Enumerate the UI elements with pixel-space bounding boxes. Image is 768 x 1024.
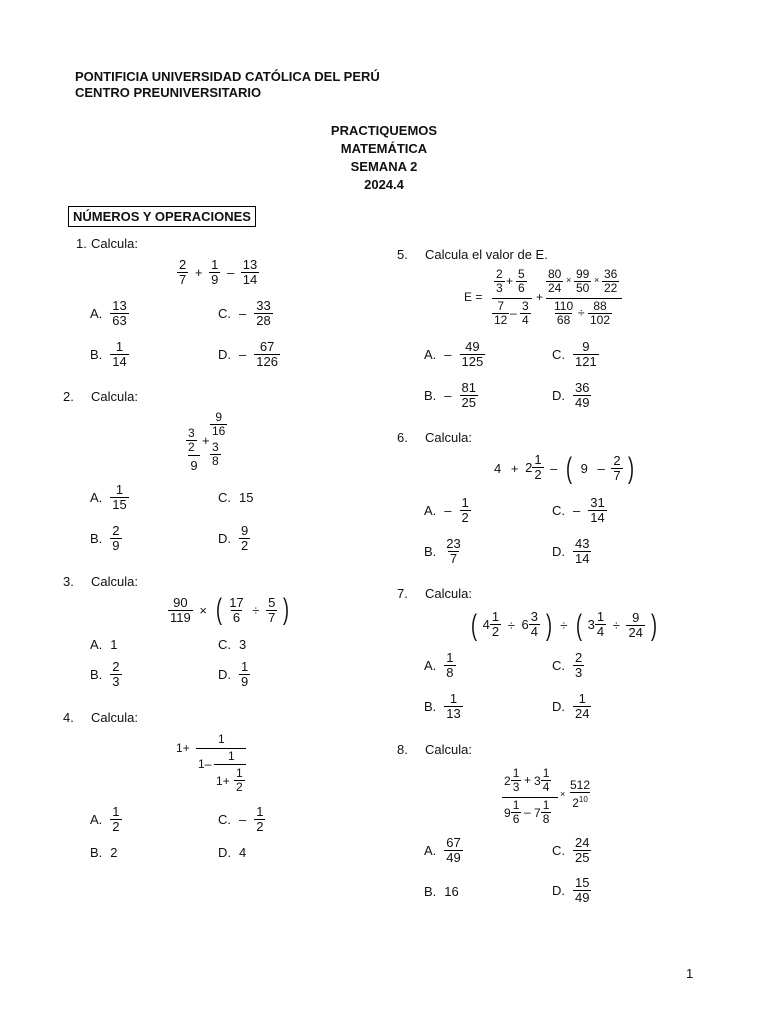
q7-option-b — [424, 692, 463, 721]
q6-two: 2 — [525, 460, 533, 475]
option-num: 1 — [241, 659, 249, 674]
q5-div: ÷ — [578, 306, 585, 320]
option-den: 49 — [575, 395, 590, 410]
q4-option-c — [218, 805, 265, 834]
q4-number: 4. — [63, 710, 74, 725]
q3-f-num: 90 — [173, 594, 188, 610]
q5-n-f: 3 — [522, 299, 529, 313]
q2-op: + — [202, 433, 210, 448]
q2-number: 2. — [63, 389, 74, 404]
option-den: 2 — [256, 819, 264, 834]
option-letter: A. — [90, 812, 103, 827]
q5-times-1: × — [566, 275, 572, 285]
q3-op: ÷ — [252, 602, 260, 618]
q4-option-b — [90, 845, 118, 860]
q4-minus: – — [204, 757, 212, 771]
option-letter: C. — [552, 843, 565, 858]
option-den: 13 — [446, 706, 461, 721]
option-den: 7 — [449, 551, 458, 566]
q7-d4: 24 — [628, 625, 643, 641]
doc-title-4: 2024.4 — [364, 177, 404, 192]
q3-b-num: 5 — [268, 594, 276, 610]
q1-frac-b-den: 9 — [211, 272, 219, 287]
q5-n-e: 7 — [497, 299, 505, 313]
option-letter: D. — [218, 667, 231, 682]
q1-option-d — [218, 340, 280, 369]
q8-two: 2 — [504, 773, 511, 788]
q7-n4: 9 — [632, 610, 640, 626]
option-den: 49 — [575, 890, 590, 905]
option-letter: B. — [424, 699, 437, 714]
option-den: 3 — [112, 674, 120, 689]
university-name: PONTIFICIA UNIVERSIDAD CATÓLICA DEL PERÚ — [75, 69, 380, 84]
q6-d: 2 — [534, 467, 542, 482]
option-den: 14 — [575, 551, 590, 566]
option-letter: C. — [552, 658, 565, 673]
option-letter: C. — [552, 347, 565, 362]
option-letter: C. — [552, 503, 565, 518]
q8-exp: 10 — [578, 795, 588, 804]
q7-option-d — [552, 692, 591, 721]
q3-option-b — [90, 660, 122, 689]
option-num: 1 — [112, 804, 120, 819]
q4-plus-a: + — [182, 741, 190, 755]
page-number: 1 — [686, 966, 694, 981]
option-num: 1 — [461, 495, 469, 510]
q4-one-c: 1 — [198, 757, 205, 771]
q2-n1: 3 — [188, 426, 195, 440]
q7-six: 6 — [521, 617, 529, 632]
q8-option-b — [424, 884, 459, 899]
doc-title-1: PRACTIQUEMOS — [330, 123, 438, 138]
q3-option-d — [218, 660, 250, 689]
q5-number: 5. — [397, 247, 408, 262]
option-den: 14 — [112, 354, 127, 369]
q3-number: 3. — [63, 574, 74, 589]
option-letter: A. — [90, 637, 103, 652]
q5-minus: – — [510, 306, 517, 320]
q8-base: 2 — [572, 796, 579, 810]
q8-minus: – — [524, 805, 531, 819]
option-value: 15 — [239, 490, 254, 505]
q5-option-d — [552, 381, 591, 410]
option-num: 1 — [449, 691, 458, 706]
q7-prompt: Calcula: — [425, 586, 472, 601]
q1-frac-b-num: 1 — [211, 257, 219, 272]
q2-n2: 3 — [212, 440, 219, 454]
option-den: 126 — [256, 354, 278, 369]
option-value: 1 — [110, 637, 118, 652]
q1-option-a — [90, 299, 129, 328]
q4-one-a: 1 — [176, 741, 183, 755]
option-letter: D. — [552, 883, 565, 898]
q7-n3: 1 — [596, 609, 605, 624]
option-letter: D. — [552, 388, 565, 403]
q1-prompt: Calcula: — [91, 236, 138, 251]
q8-n2: 1 — [542, 766, 550, 780]
q2-prompt: Calcula: — [91, 389, 138, 404]
q5-expression — [464, 268, 634, 334]
q8-times: × — [560, 789, 566, 799]
q7-number: 7. — [397, 586, 408, 601]
option-num: 2 — [112, 659, 120, 674]
q4-one-d: 1 — [228, 749, 235, 763]
q5-m-i: 88 — [593, 299, 607, 313]
q6-minus: – — [550, 461, 558, 477]
option-letter: D. — [218, 845, 231, 860]
option-sign: – — [444, 388, 452, 403]
q3-a-num: 17 — [229, 594, 244, 610]
q2-top-num: 9 — [215, 410, 223, 424]
option-letter: D. — [218, 347, 231, 362]
option-num: 36 — [575, 380, 590, 395]
q6-option-c — [552, 496, 607, 525]
q8-d4: 8 — [542, 812, 550, 826]
q5-lhs: E = — [464, 290, 483, 304]
option-num: 1 — [115, 339, 124, 354]
option-num: 1 — [578, 691, 586, 706]
q2-option-c — [218, 490, 253, 505]
q4-one-f: 1 — [236, 766, 243, 780]
option-letter: A. — [424, 347, 437, 362]
option-letter: B. — [90, 667, 103, 682]
q2-option-b — [90, 524, 122, 553]
option-letter: C. — [218, 637, 231, 652]
q1-frac-a-den: 7 — [179, 272, 187, 287]
q2-top-den: 16 — [212, 424, 226, 438]
option-num: 9 — [582, 339, 590, 354]
option-num: 1 — [115, 482, 124, 497]
q8-option-d — [552, 876, 591, 905]
q1-option-b — [90, 340, 129, 369]
option-num: 1 — [446, 650, 454, 665]
q1-frac-c-num: 13 — [242, 257, 258, 272]
option-den: 9 — [241, 674, 249, 689]
option-letter: C. — [218, 812, 231, 827]
q2-expression — [186, 411, 246, 477]
q7-expression: ( 4 $\frac{1}{2}$ ÷ 6 $\frac{3}{4}$ ) ÷ ( 3 $\frac{1}{4}$ ÷ $\frac{9}{24}$ ) — [471, 608, 657, 642]
q5-prompt: Calcula el valor de E. — [425, 247, 548, 262]
option-letter: D. — [218, 531, 231, 546]
option-den: 15 — [112, 497, 127, 512]
option-den: 9 — [112, 538, 120, 553]
q7-four: 4 — [482, 617, 490, 632]
q5-n-h: 4 — [522, 313, 529, 327]
q4-expression — [176, 732, 256, 798]
option-letter: C. — [218, 306, 231, 321]
q6-minus2: – — [597, 461, 605, 477]
q3-times: × — [199, 602, 207, 618]
q1-number: 1. — [76, 236, 87, 251]
option-letter: A. — [90, 306, 103, 321]
q4-prompt: Calcula: — [91, 710, 138, 725]
option-sign: – — [444, 347, 452, 362]
q4-option-a — [90, 805, 122, 834]
option-value: 16 — [444, 884, 459, 899]
q5-m-a: 80 — [548, 267, 562, 281]
option-letter: A. — [424, 503, 437, 518]
q6-four: 4 — [494, 461, 502, 477]
option-den: 121 — [575, 354, 597, 369]
q7-div-2: ÷ — [560, 618, 568, 634]
q5-plus-top: + — [506, 274, 514, 288]
option-letter: B. — [424, 544, 437, 559]
q6-number: 6. — [397, 430, 408, 445]
option-letter: A. — [424, 658, 437, 673]
option-num: 49 — [465, 339, 480, 354]
option-den: 24 — [575, 706, 590, 721]
center-name: CENTRO PREUNIVERSITARIO — [75, 85, 262, 100]
q8-prompt: Calcula: — [425, 742, 472, 757]
option-num: 13 — [112, 298, 127, 313]
q5-n-d: 6 — [518, 281, 525, 295]
option-num: 81 — [461, 380, 476, 395]
option-letter: B. — [90, 845, 103, 860]
q6-n: 1 — [534, 452, 542, 467]
option-den: 2 — [241, 538, 249, 553]
option-num: 33 — [256, 298, 271, 313]
option-num: 1 — [256, 804, 264, 819]
option-num: 24 — [575, 835, 590, 850]
option-letter: B. — [424, 388, 437, 403]
q5-n-c: 3 — [496, 281, 503, 295]
option-letter: A. — [90, 490, 103, 505]
option-num: 9 — [241, 523, 249, 538]
q7-div-1: ÷ — [507, 618, 515, 634]
q5-m-j: 102 — [590, 313, 611, 327]
q8-nine: 9 — [504, 805, 511, 820]
q1-op2: – — [226, 265, 235, 280]
q8-num: 512 — [570, 778, 591, 792]
option-den: 2 — [112, 819, 120, 834]
q6-option-d — [552, 537, 591, 566]
q8-option-c — [552, 836, 591, 865]
option-den: 3 — [575, 665, 583, 680]
option-sign: – — [239, 306, 247, 321]
q5-m-d: 50 — [576, 281, 590, 295]
option-den: 8 — [446, 665, 454, 680]
q6-d2: 7 — [613, 468, 621, 484]
q7-n1: 1 — [491, 609, 500, 624]
q5-m-c: 99 — [576, 267, 590, 281]
q1-option-c — [218, 299, 273, 328]
q2-option-d — [218, 524, 250, 553]
q5-m-b: 24 — [548, 281, 562, 295]
option-num: 67 — [259, 339, 275, 354]
q5-m-e: 36 — [604, 267, 618, 281]
option-den: 2 — [461, 510, 469, 525]
q5-m-f: 22 — [604, 281, 618, 295]
q3-option-a — [90, 637, 118, 652]
q4-option-d — [218, 845, 246, 860]
q5-times-2: × — [594, 275, 600, 285]
option-letter: B. — [90, 531, 103, 546]
q8-n4: 1 — [542, 798, 550, 812]
q1-frac-c-den: 14 — [242, 272, 258, 287]
option-num: 15 — [575, 875, 590, 890]
q5-n-a: 2 — [496, 267, 503, 281]
q4-two: 2 — [236, 780, 243, 794]
q6-nine: 9 — [580, 461, 588, 477]
q8-expression — [502, 765, 602, 831]
option-sign: – — [239, 347, 247, 362]
q2-lower-left: 9 — [188, 455, 200, 473]
q1-op1: + — [194, 265, 203, 280]
q6-option-a — [424, 496, 471, 525]
option-sign: – — [239, 812, 247, 827]
q8-three: 3 — [534, 773, 541, 788]
q3-f-den: 119 — [170, 609, 191, 625]
q8-number: 8. — [397, 742, 408, 757]
q6-expression: 4 + 2 $\frac{1}{2}$ – ( 9 – $\frac{2}{7}$ ) — [494, 451, 635, 485]
q5-plus-mid: + — [536, 290, 544, 304]
option-value: 2 — [110, 845, 118, 860]
q8-d1: 3 — [512, 780, 520, 794]
q7-option-a — [424, 651, 456, 680]
option-num: 2 — [575, 650, 583, 665]
q6-prompt: Calcula: — [425, 430, 472, 445]
option-den: 14 — [590, 510, 605, 525]
q5-m-h: 68 — [556, 313, 571, 327]
option-letter: B. — [90, 347, 103, 362]
option-den: 49 — [446, 850, 461, 865]
q6-option-b — [424, 537, 463, 566]
option-letter: C. — [218, 490, 231, 505]
q8-n3: 1 — [512, 798, 520, 812]
section-title: NÚMEROS Y OPERACIONES — [68, 206, 256, 227]
option-value: 3 — [239, 637, 247, 652]
q2-option-a — [90, 483, 129, 512]
q4-one-e: 1 — [216, 774, 223, 788]
q8-option-a — [424, 836, 463, 865]
option-den: 63 — [112, 313, 127, 328]
option-letter: B. — [424, 884, 437, 899]
q1-expression — [177, 258, 259, 287]
option-sign: – — [573, 503, 581, 518]
q7-div-3: ÷ — [612, 618, 620, 634]
option-den: 28 — [256, 313, 271, 328]
q5-n-b: 5 — [518, 267, 525, 281]
option-den: 125 — [461, 354, 484, 369]
q6-n2: 2 — [613, 453, 621, 469]
option-num: 67 — [446, 835, 461, 850]
doc-title-2: MATEMÁTICA — [340, 141, 428, 156]
option-num: 43 — [575, 536, 590, 551]
q5-n-g: 12 — [494, 313, 508, 327]
q7-d1: 2 — [491, 624, 500, 639]
q8-plus: + — [524, 773, 532, 787]
q4-plus-b: + — [222, 774, 230, 788]
option-num: 31 — [590, 495, 605, 510]
q8-d2: 4 — [542, 780, 550, 794]
q5-option-a — [424, 340, 485, 369]
option-letter: D. — [552, 699, 565, 714]
q7-option-c — [552, 651, 584, 680]
q8-d3: 6 — [512, 812, 520, 826]
q7-d3: 4 — [596, 624, 605, 639]
doc-title-3: SEMANA 2 — [350, 159, 418, 174]
q3-expression: $\frac{90}{119}$ × ( $\frac{17}{6}$ ÷ $\frac{5}{7}$ ) — [170, 593, 289, 626]
q8-n1: 1 — [512, 766, 520, 780]
option-num: 23 — [446, 536, 461, 551]
q5-m-g: 110 — [554, 299, 574, 313]
option-den: 25 — [461, 395, 476, 410]
option-den: 25 — [575, 850, 590, 865]
q7-n2: 3 — [530, 609, 538, 624]
q3-option-c — [218, 637, 246, 652]
q3-prompt: Calcula: — [91, 574, 138, 589]
q5-option-b — [424, 381, 478, 410]
q5-option-c — [552, 340, 599, 369]
q8-seven: 7 — [534, 805, 541, 820]
option-letter: A. — [424, 843, 437, 858]
q3-a-den: 6 — [232, 609, 241, 625]
option-sign: – — [444, 503, 452, 518]
q4-one-b: 1 — [218, 732, 225, 746]
q6-plus: + — [510, 461, 519, 477]
q2-d1: 2 — [188, 440, 195, 454]
q1-frac-a-num: 2 — [179, 257, 187, 272]
option-letter: D. — [552, 544, 565, 559]
q7-d2: 4 — [530, 624, 538, 639]
q3-b-den: 7 — [268, 609, 276, 625]
q2-d2: 8 — [212, 454, 219, 468]
q7-three: 3 — [587, 617, 595, 632]
option-num: 2 — [112, 523, 120, 538]
option-value: 4 — [239, 845, 247, 860]
